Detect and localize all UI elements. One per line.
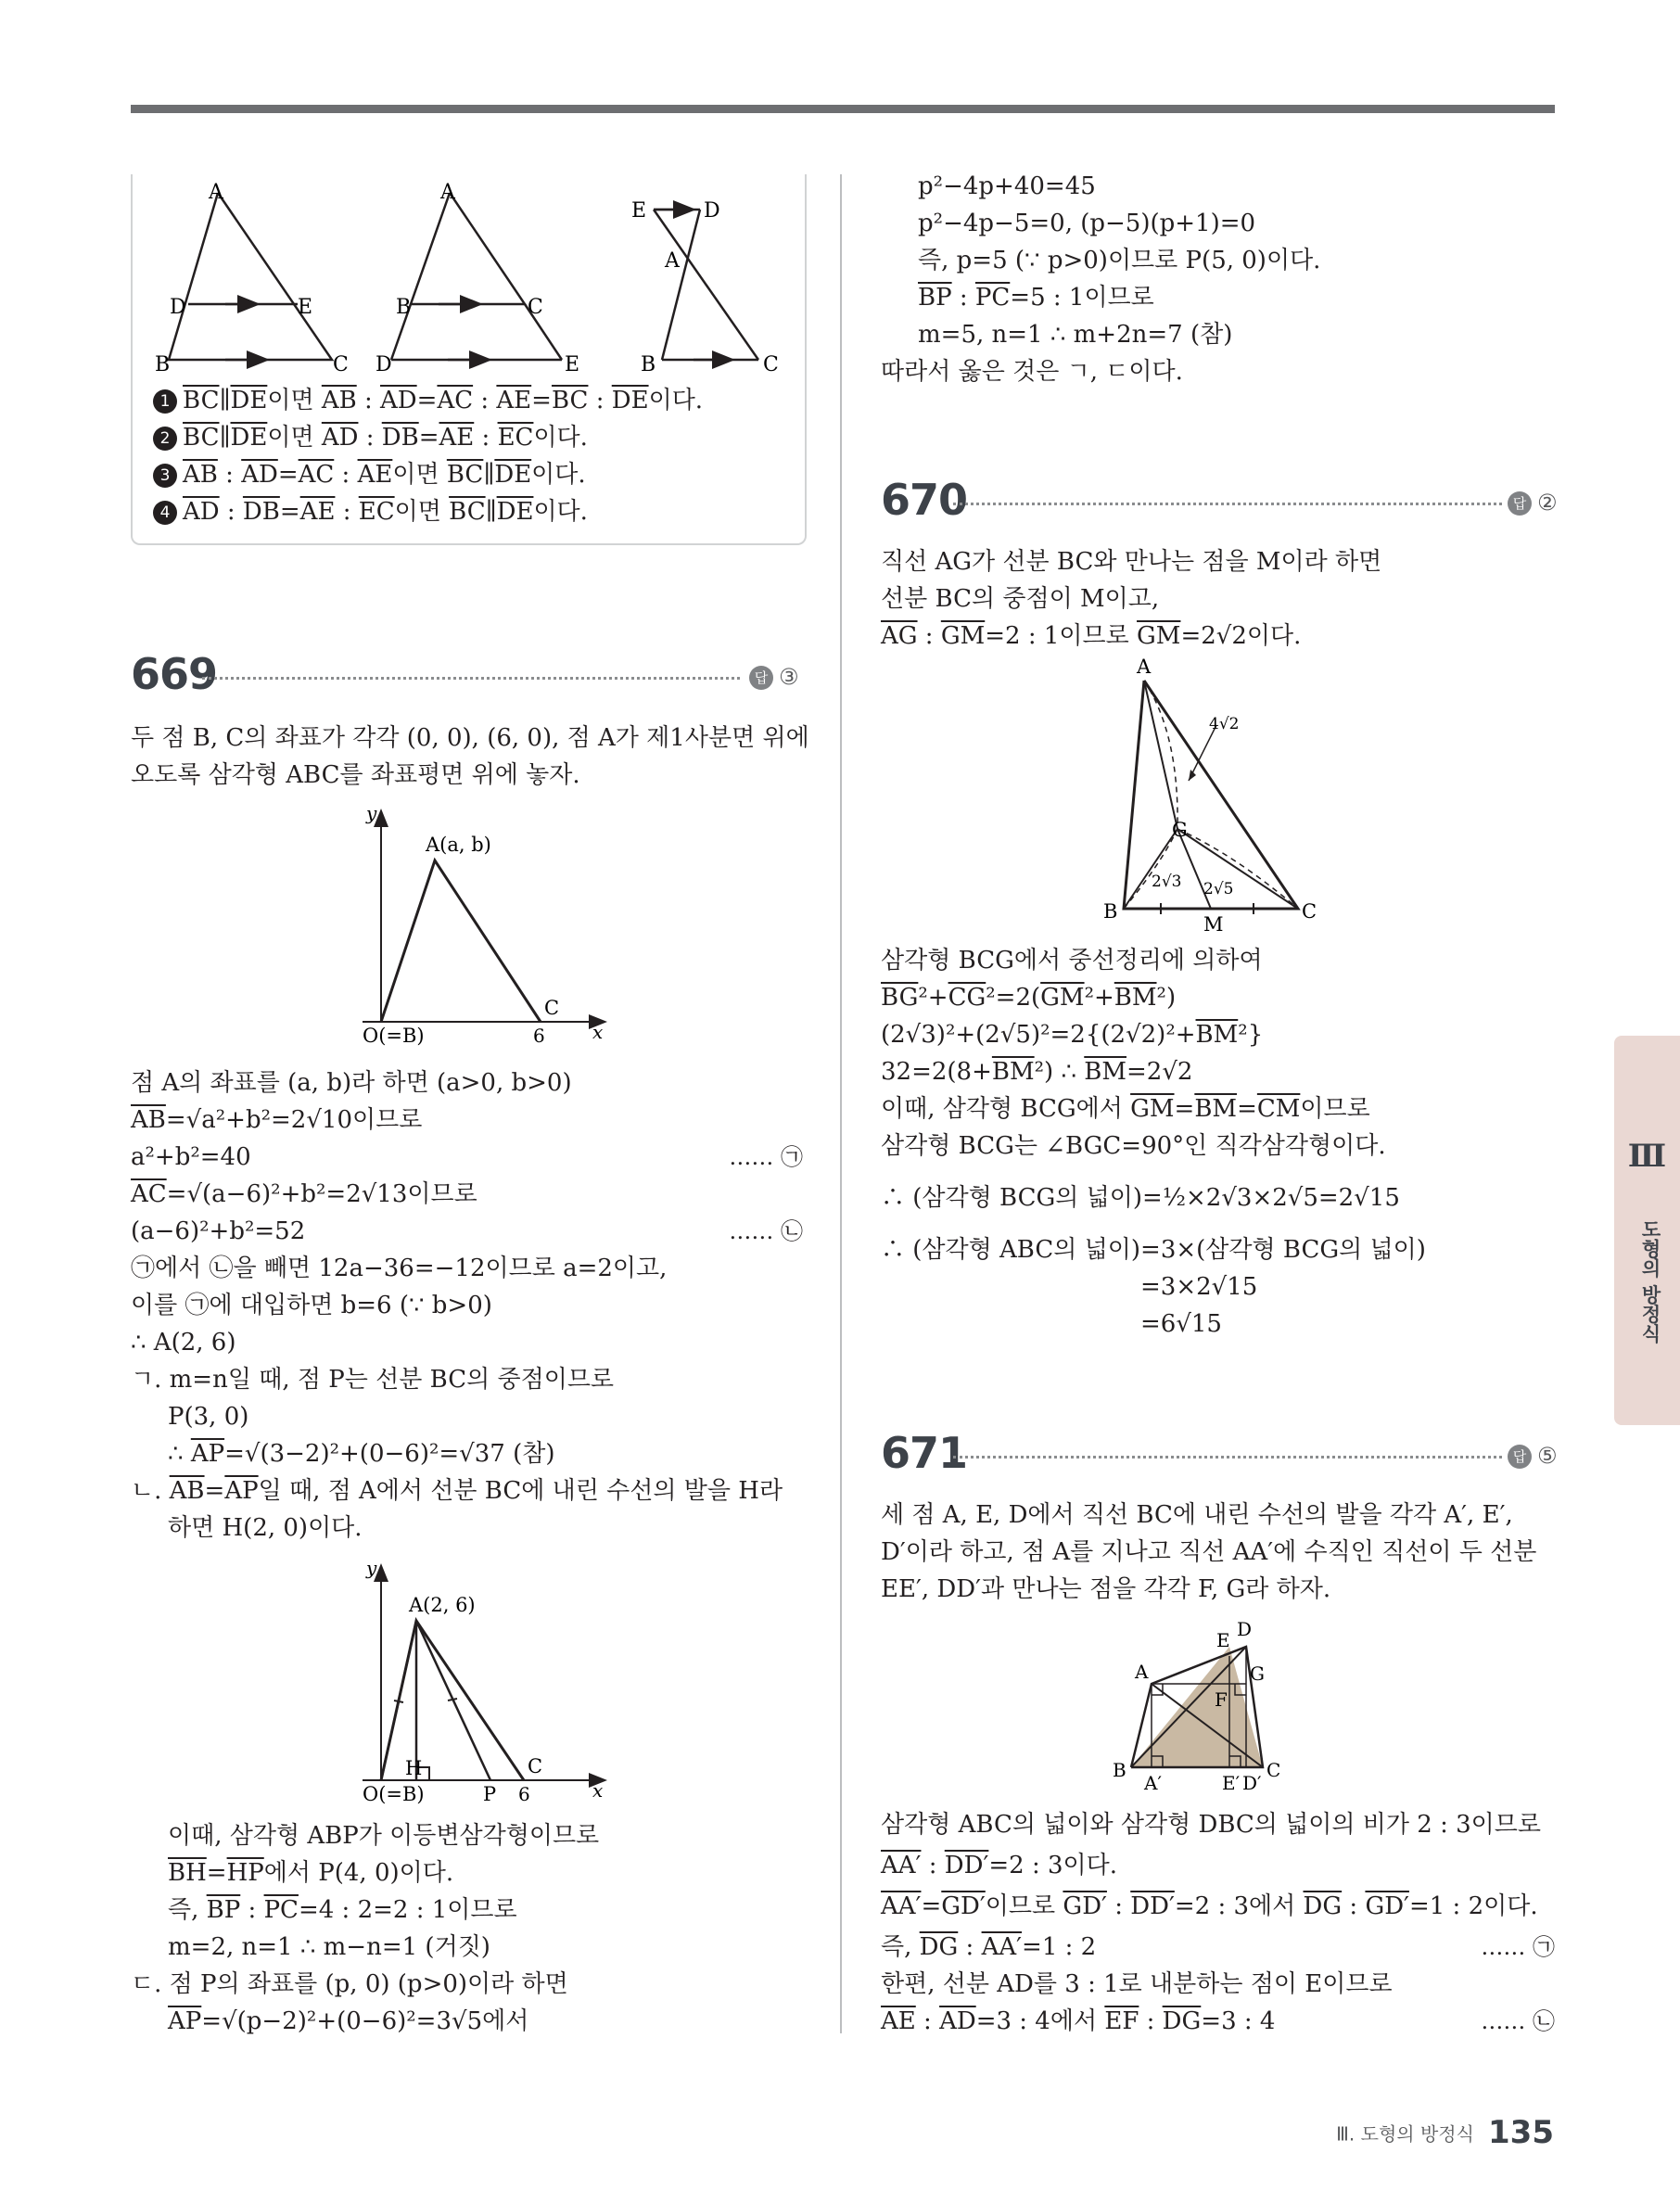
p671-line-6: AA′=GD′이므로 GD′ : DD′=2 : 3에서 $\overline{DG}$ : GD′=1 : 2이다. [881, 1892, 1538, 1920]
p669-line-19: $\overline{AP}=√(p-2)^2+(0-6)^2=3√5$에서 [168, 2007, 529, 2035]
g2-P: P [483, 1783, 497, 1805]
p671-line-1: 세 점 A, E, D에서 직선 BC에 내린 수선의 발을 각각 A′, E′, [881, 1501, 1513, 1529]
f670-B: B [1103, 900, 1118, 923]
f671-C: C [1266, 1759, 1281, 1781]
fig3-B: B [641, 353, 656, 376]
g2-H: H [405, 1757, 423, 1779]
p669-line-9: ㄱ. m=n일 때, 점 P는 선분 BC의 중점이므로 [131, 1366, 615, 1394]
p670-line-5: $\overline{BG}^2+\overline{CG}^2=2(\overline{GM}^2+\overline{BM}^2)$ [881, 984, 1177, 1012]
rt-line-6: 따라서 옳은 것은 ㄱ, ㄷ이다. [881, 358, 1183, 386]
p670-line-13: =6√15 [1140, 1310, 1222, 1338]
chapter-side-title: 도형의 방정식 [1639, 1219, 1661, 1344]
g1-6: 6 [533, 1025, 545, 1047]
top-rule [131, 105, 1555, 113]
problem-670-leader [953, 503, 1502, 505]
p669-line-17: m=2, n=1 ∴ m−n=1 (거짓) [168, 1933, 490, 1961]
fig3-E: E [631, 199, 647, 223]
p670-figure [1103, 656, 1346, 938]
fig3-C: C [763, 353, 779, 376]
p669-line-7: 이를 ㉠에 대입하면 b=6 (∵ b>0) [131, 1292, 492, 1319]
p670-line-9: 삼각형 BCG는 ∠BGC=90°인 직각삼각형이다. [881, 1132, 1386, 1160]
answer-icon: 답 [1508, 491, 1532, 516]
p670-line-11: ∴ (삼각형 ABC의 넓이)=3×(삼각형 BCG의 넓이) [881, 1236, 1426, 1264]
g2-O: O(=B) [363, 1783, 425, 1805]
problem-669-answer: 답 ③ [749, 664, 799, 690]
answer-icon: 답 [749, 666, 773, 690]
fig2-D: D [375, 353, 392, 376]
fig1-C: C [333, 353, 349, 376]
p671-line-9: $\overline{AE}$ : $\overline{AD}=3$ : 4에서 $\overline{EF}$ : $\overline{DG}=3$ : 4 …… ㉡ [881, 2007, 1555, 2035]
f671-A1: A′ [1144, 1772, 1162, 1794]
fig3-A: A [665, 249, 680, 273]
p669-line-4: $\overline{AC}=√(a-6)^2+b^2=2√13$이므로 [131, 1180, 477, 1208]
p670-line-2: 선분 BC의 중점이 M이고, [881, 585, 1160, 613]
g1-C: C [544, 997, 560, 1019]
figure-1 [169, 193, 332, 360]
f670-G: G [1172, 819, 1188, 841]
problem-671-leader [953, 1456, 1502, 1459]
p669-line-10: P(3, 0) [168, 1403, 249, 1431]
rt-line-1: p²−4p+40=45 [918, 172, 1096, 200]
g1-O: O(=B) [363, 1025, 425, 1047]
figure-3 [654, 210, 758, 360]
fig1-A: A [209, 181, 223, 204]
theorem-item-4: 4 $\overline{AD}$ : $\overline{DB}=\overline{AE}$ : $\overline{EC}$이면 $\overline{BC}\parallel\overline{DE}$이다. [153, 495, 588, 529]
p671-line-8: 한편, 선분 AD를 3 : 1로 내분하는 점이 E이므로 [881, 1970, 1393, 1998]
p671-line-7: 즉, $\overline{DG}$ : AA′=1 : 2 …… ㉠ [881, 1933, 1555, 1961]
p671-figure [1113, 1613, 1324, 1799]
page-number: 135 [1488, 2114, 1554, 2151]
f670-A: A [1137, 656, 1152, 678]
p669-line-15: $\overline{BH}=\overline{HP}$에서 P(4, 0)이다. [168, 1859, 454, 1887]
p669-line-2: $\overline{AB}=√a^2+b^2=2√10$이므로 [131, 1106, 423, 1134]
p669-line-11: ∴ $\overline{AP}=√(3-2)^2+(0-6)^2=√37$ (참) [168, 1440, 555, 1468]
p669-line-16: 즉, $\overline{BP}$ : $\overline{PC}=4$ : 2=2 : 1이므로 [168, 1896, 517, 1924]
p670-line-8: 이때, 삼각형 BCG에서 $\overline{GM}=\overline{BM}=\overline{CM}$이므로 [881, 1095, 1370, 1123]
p670-line-7: $32=2(8+\overline{BM}^2)$ ∴ $\overline{BM}=2√2$ [881, 1058, 1193, 1086]
g2-C: C [528, 1755, 543, 1777]
f671-A: A [1135, 1661, 1149, 1683]
p671-line-4: 삼각형 ABC의 넓이와 삼각형 DBC의 넓이의 비가 2 : 3이므로 [881, 1811, 1542, 1839]
page-footer [1336, 2114, 1554, 2151]
f671-E1: E′ [1222, 1772, 1241, 1794]
p669-line-3: a²+b²=40 …… ㉠ [131, 1143, 803, 1171]
problem-670-answer: 답 ② [1508, 490, 1558, 516]
rt-line-2: p²−4p−5=0, (p−5)(p+1)=0 [918, 210, 1256, 237]
fig2-B: B [396, 296, 412, 319]
f671-B: B [1113, 1759, 1126, 1781]
fig3-D: D [704, 199, 720, 223]
f670-2r5: 2√5 [1203, 880, 1234, 898]
p669-line-12: ㄴ. $\overline{AB}=\overline{AP}$일 때, 점 A에서 선분 BC에 내린 수선의 발을 H라 [131, 1477, 783, 1505]
p670-line-4: 삼각형 BCG에서 중선정리에 의하여 [881, 947, 1263, 974]
chapter-side-tab [1614, 1036, 1680, 1425]
p670-line-6: $(2√3)^2+(2√5)^2=2\{(2√2)^2+\overline{BM}^2\}$ [881, 1021, 1264, 1049]
chapter-roman-numeral: Ⅲ [1627, 1138, 1667, 1175]
fig2-A: A [440, 181, 455, 204]
fig1-D: D [170, 296, 186, 319]
problem-669-leader [202, 677, 740, 680]
theorem-item-3: 3 $\overline{AB}$ : $\overline{AD}=\overline{AC}$ : $\overline{AE}$이면 $\overline{BC}\parallel\overline{DE}$이다. [153, 458, 586, 491]
fig1-B: B [155, 353, 171, 376]
theorem-item-2: 2 $\overline{BC}\parallel\overline{DE}$이면 $\overline{AD}$ : $\overline{DB}=\overline{AE}$ : $\overline{EC}$이다. [153, 421, 588, 454]
f671-D1: D′ [1242, 1772, 1262, 1794]
p669-line-6: ㉠에서 ㉡을 빼면 12a−36=−12이므로 a=2이고, [131, 1255, 668, 1282]
figure-2 [391, 193, 562, 360]
f670-2r3: 2√3 [1152, 873, 1182, 891]
similar-triangle-figures [133, 174, 805, 388]
p669-line-13: 하면 H(2, 0)이다. [168, 1514, 363, 1542]
p670-line-3: $\overline{AG}$ : $\overline{GM}=2$ : 1이므로 $\overline{GM}=2√2$이다. [881, 622, 1302, 650]
theorem-item-1: 1 $\overline{BC}\parallel\overline{DE}$이면 $\overline{AB}$ : $\overline{AD}=\overline{AC}$ : $\overline{AE}=\overline{BC}$ : $\overline{DE}$이다. [153, 384, 703, 417]
g1-y: y [366, 802, 377, 824]
f671-D: D [1237, 1618, 1253, 1640]
p671-line-2: D′이라 하고, 점 A를 지나고 직선 AA′에 수직인 직선이 두 선분 [881, 1538, 1537, 1566]
p669-graph-2 [335, 1554, 613, 1804]
p669-line-18: ㄷ. 점 P의 좌표를 (p, 0) (p>0)이라 하면 [131, 1970, 568, 1998]
fig2-C: C [528, 296, 543, 319]
f670-4r2: 4√2 [1209, 715, 1240, 733]
p669-line-8: ∴ A(2, 6) [131, 1329, 236, 1357]
p670-line-1: 직선 AG가 선분 BC와 만나는 점을 M이라 하면 [881, 548, 1382, 576]
problem-671-number: 671 [881, 1428, 968, 1478]
p669-graph-1 [335, 799, 613, 1047]
g2-y: y [366, 1557, 377, 1579]
theorem-box [131, 174, 807, 545]
g2-x: x [592, 1779, 604, 1802]
p671-line-5: AA′ : DD′=2 : 3이다. [881, 1852, 1118, 1879]
p670-line-12: =3×2√15 [1140, 1273, 1258, 1301]
rt-line-4: $\overline{BP}$ : $\overline{PC}=5$ : 1이므로 [918, 284, 1154, 312]
footer-chapter: Ⅲ. 도형의 방정식 [1336, 2122, 1474, 2146]
p669-intro-2: 오도록 삼각형 ABC를 좌표평면 위에 놓자. [131, 761, 580, 789]
p669-intro-1: 두 점 B, C의 좌표가 각각 (0, 0), (6, 0), 점 A가 제1사분면 위에 [131, 724, 809, 752]
f670-M: M [1203, 913, 1224, 936]
f671-F: F [1215, 1688, 1228, 1711]
rt-line-3: 즉, p=5 (∵ p>0)이므로 P(5, 0)이다. [918, 247, 1321, 274]
f670-C: C [1302, 900, 1317, 923]
answer-icon: 답 [1508, 1445, 1532, 1469]
g2-6: 6 [518, 1783, 530, 1805]
f671-E: E [1216, 1629, 1230, 1651]
p669-line-1: 점 A의 좌표를 (a, b)라 하면 (a>0, b>0) [131, 1069, 572, 1097]
p670-line-10: ∴ (삼각형 BCG의 넓이)=½×2√3×2√5=2√15 [881, 1184, 1400, 1212]
p669-line-5: (a−6)²+b²=52 …… ㉡ [131, 1217, 803, 1245]
g1-A: A(a, b) [426, 834, 491, 856]
column-separator [840, 174, 842, 2033]
p669-line-14: 이때, 삼각형 ABP가 이등변삼각형이므로 [168, 1822, 600, 1850]
fig2-E: E [565, 353, 580, 376]
g1-x: x [592, 1021, 604, 1043]
rt-line-5: m=5, n=1 ∴ m+2n=7 (참) [918, 321, 1233, 349]
p671-line-3: EE′, DD′과 만나는 점을 각각 F, G라 하자. [881, 1575, 1331, 1603]
g2-A: A(2, 6) [409, 1594, 476, 1616]
fig1-E: E [298, 296, 313, 319]
problem-671-answer: 답 ⑤ [1508, 1443, 1558, 1469]
problem-669-number: 669 [131, 649, 218, 699]
f671-G: G [1250, 1662, 1265, 1685]
problem-670-number: 670 [881, 475, 968, 525]
